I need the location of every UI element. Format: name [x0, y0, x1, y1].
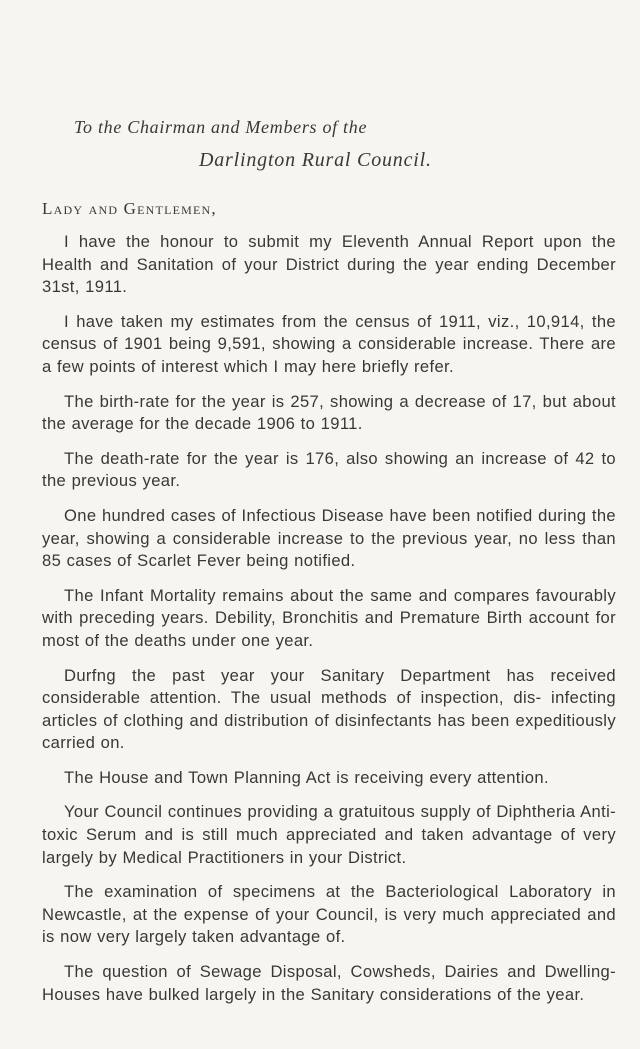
document-page [42, 0, 616, 1049]
paragraph-death-rate: The death-rate for the year is 176, also showing an increase of 42 to the previous year. [42, 448, 616, 491]
paragraph-town-planning: The House and Town Planning Act is receiving every attention. [64, 767, 549, 787]
report-body [42, 231, 616, 1018]
salutation: Lady and Gentlemen, [42, 199, 217, 218]
paragraph-report-intro: I have the honour to submit my Eleventh Annual Report upon the Health and Sanitation of your District during the year ending December 31st, 1911. [42, 232, 616, 297]
address-line-1: To the Chairman and Members of the [74, 117, 368, 137]
paragraph-bacteriological-lab: The examination of specimens at the Bacteriological Laboratory in Newcastle, at the expense of your Council, is very much appreciated and is now very largely taken advantage of. [42, 882, 616, 947]
paragraph-census: I have taken my estimates from the census of 1911, viz., 10,914, the census of 1901 being 9,591, showing a considerable increase. There are a few points of interest which I may here briefly refer. [42, 311, 616, 376]
paragraph-sanitary-department: Durfng the past year your Sanitary Department has received considerable attention. The usual methods of inspection, dis- infecting articles of clothing and distribution of disinfectants has been expeditiously carried on. [42, 665, 616, 753]
paragraph-diphtheria-serum: Your Council continues providing a gratuitous supply of Diphtheria Anti-toxic Serum and is still much appreciated and taken advantage of very largely by Medical Practitioners in your District. [42, 802, 616, 867]
address-line-2: Darlington Rural Council. [199, 149, 432, 171]
paragraph-infectious-disease: One hundred cases of Infectious Disease have been notified during the year, showing a considerable increase to the previous year, no less than 85 cases of Scarlet Fever being notified. [42, 505, 616, 571]
paragraph-infant-mortality: The Infant Mortality remains about the same and compares favourably with preceding years. Debility, Bronchitis and Premature Birth account for most of the deaths under one year. [42, 585, 616, 650]
paragraph-birth-rate: The birth-rate for the year is 257, showing a decrease of 17, but about the average for the decade 1906 to 1911. [42, 391, 616, 434]
paragraph-sewage-disposal: The question of Sewage Disposal, Cowsheds, Dairies and Dwelling-Houses have bulked largely in the Sanitary considerations of the year. [42, 962, 616, 1004]
